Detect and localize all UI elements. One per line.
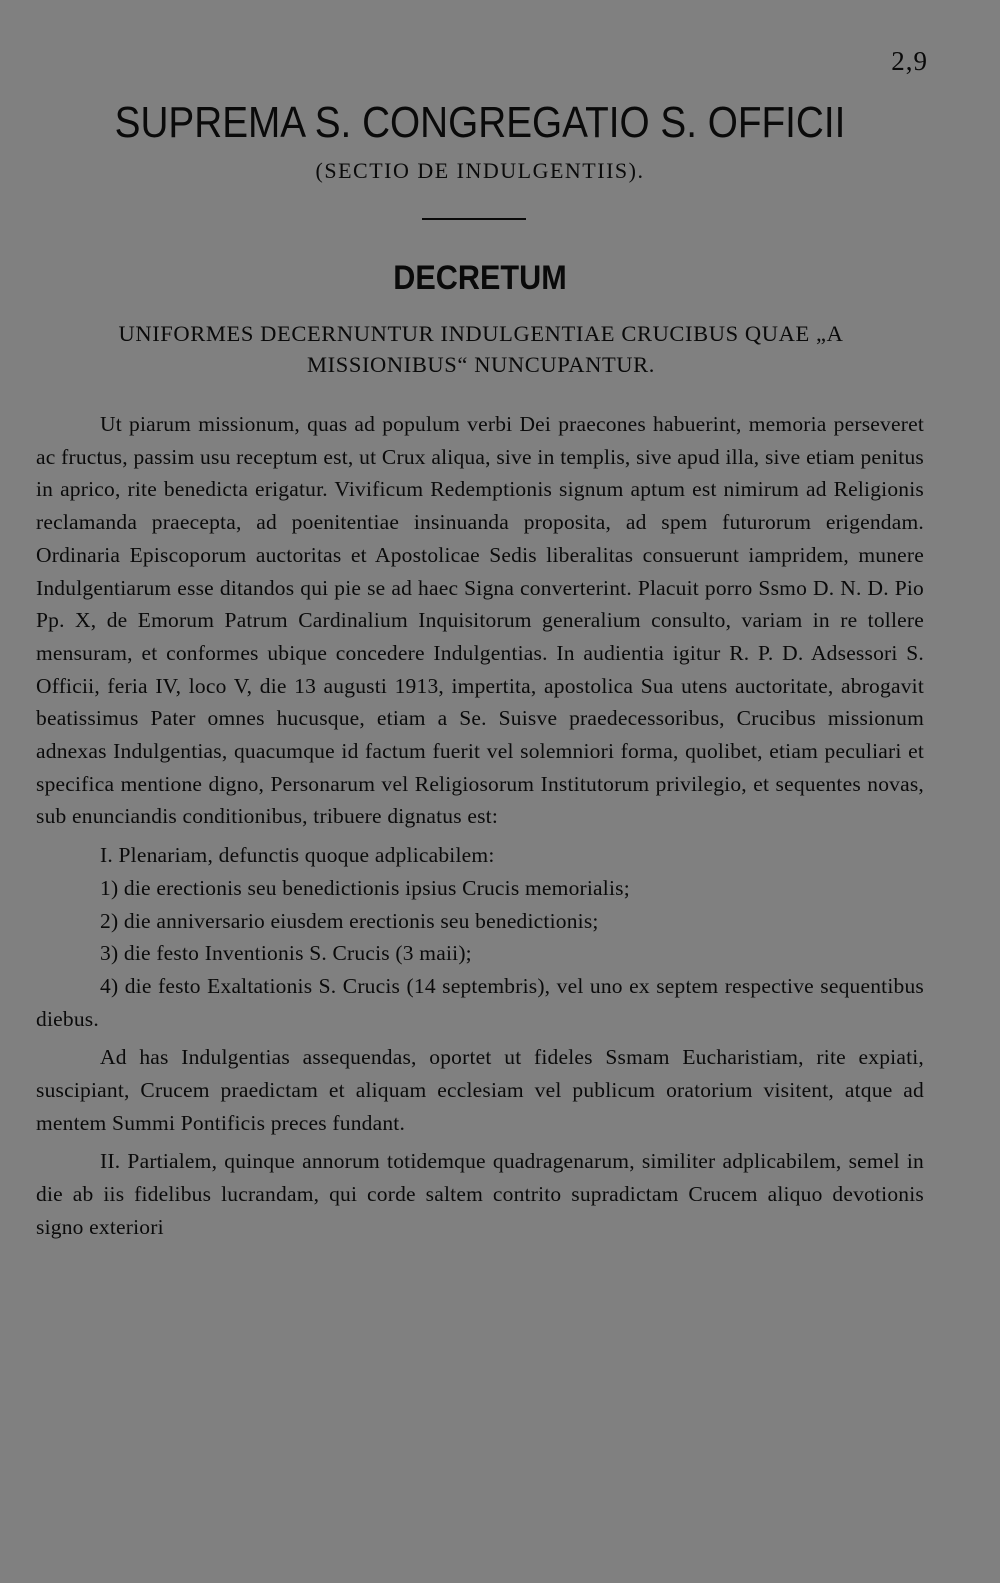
decree-heading: UNIFORMES DECERNUNTUR INDULGENTIAE CRUCIBUS QUAE „A MISSIONIBUS“ NUNCUPANTUR.	[118, 321, 844, 377]
page-number: 2,9	[891, 46, 928, 76]
intro-paragraph: Ut piarum missionum, quas ad populum verbi Dei praecones habuerint, memoria perseveret ac fructus, passim usu receptum est, ut Crux aliqua, sive in templis, sive apud illa, sive etiam penitus in aprico, rite benedicta erigatur. Vivificum Redemptionis signum aptum est nimirum ad Religionis reclamanda praecepta, ad poenitentiae insinuanda proposita, ad spem futurorum erigendam. Ordinaria Episcoporum auctoritas et Apostolicae Sedis liberalitas consuerunt iampridem, munere Indulgentiarum esse ditandos qui pie se ad haec Signa converterint. Placuit porro Ssmo D. N. D. Pio Pp. X, de Emorum Patrum Cardinalium Inquisitorum generalium consulto, variam in re tollere mensuram, et conformes ubique concedere Indulgentias. In audientia igitur R. P. D. Adsessori S. Officii, feria IV, loco V, die 13 augusti 1913, impertita, apostolica Sua utens auctoritate, abrogavit beatissimus Pater omnes hucusque, etiam a Se. Suisve praedecessoribus, Crucibus missionum adnexas Indulgentias, quacumque id factum fuerit vel solemniori forma, quolibet, etiam peculiari et specifica mentione digno, Personarum vel Religiosorum Institutorum privilegio, et sequentes novas, sub enunciandis conditionibus, tribuere dignatus est:	[36, 412, 924, 829]
document-title: SUPREMA S. CONGREGATIO S. OFFICII	[114, 98, 846, 147]
section1-title: I. Plenariam, defunctis quoque adplicabilem:	[100, 843, 495, 868]
separator-rule	[422, 218, 526, 220]
list-item: 4) die festo Exaltationis S. Crucis (14 septembris), vel uno ex septem respective sequentibus diebus.	[36, 973, 924, 1031]
list-item: 2) die anniversario eiusdem erectionis seu benedictionis;	[100, 908, 599, 933]
list-item: 3) die festo Inventionis S. Crucis (3 maii);	[100, 941, 472, 966]
list-item: 1) die erectionis seu benedictionis ipsius Crucis memorialis;	[100, 875, 630, 900]
conditions-paragraph: Ad has Indulgentias assequendas, oportet ut fideles Ssmam Eucharistiam, rite expiati, suscipiant, Crucem praedictam et aliquam ecclesiam vel publicum oratorium visitent, atque ad mentem Summi Pontificis preces fundant.	[36, 1045, 924, 1135]
section2-paragraph: II. Partialem, quinque annorum totidemque quadragenarum, similiter adplicabilem, semel in die ab iis fidelibus lucrandam, qui corde saltem contrito supradictam Crucem aliquo devotionis signo exteriori	[36, 1149, 924, 1239]
document-subtitle: (SECTIO DE INDULGENTIIS).	[315, 158, 645, 183]
document-body	[36, 408, 924, 1244]
decree-label: DECRETUM	[393, 259, 567, 297]
